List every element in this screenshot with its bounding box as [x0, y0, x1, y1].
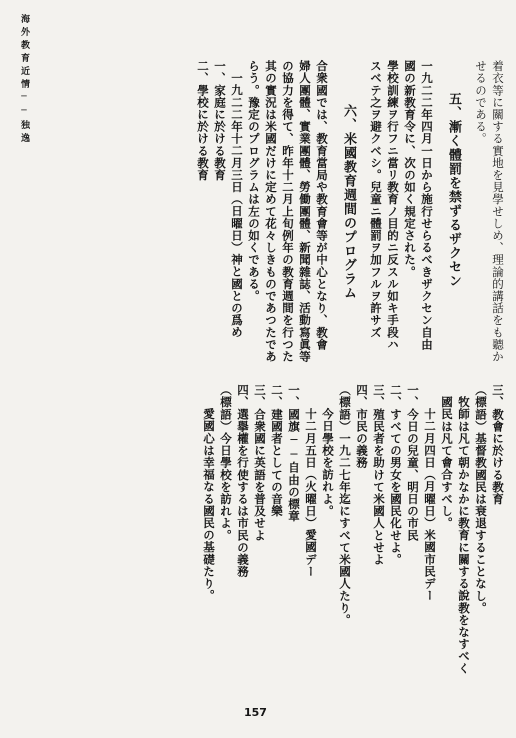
text-line: 合衆國では、教育當局や教育會等が中心となり、教會 [315, 60, 329, 351]
list-item: 二、建國者としての音樂 [270, 384, 284, 518]
section-heading: 六、米國教育週間のプログラム [341, 104, 356, 300]
list-item: 四、市民の義務 [355, 384, 369, 469]
text-line: 一九二二年四月一日から施行せらるべきザクセン自由 [420, 60, 434, 351]
list-item: 二、學校に於ける教育 [196, 60, 210, 181]
text-line: 其の實況は米國だけに定めて花々しきものであつたであ [264, 60, 278, 363]
text-line: せるのである。 [474, 60, 488, 145]
text-line: 牧師は凡て朝かなかに教育に關する說教をなすべく [457, 396, 471, 675]
list-item: 三、教會に於ける教育 [491, 384, 505, 505]
date-line: 十二月四日（月曜日）米國市民デー [423, 408, 437, 602]
list-item: 三、殖民者を助けて米國人とせよ [372, 384, 386, 566]
section-heading: 五、漸く體罰を禁ずるザクセン [446, 92, 461, 288]
slogan-line: （標語）一九二七年迄にすべて米國人たり。 [338, 384, 352, 626]
list-item: 一、國旗──自由の標章 [287, 384, 301, 523]
list-item: 一、家庭に於ける教育 [213, 60, 227, 181]
text-line: 着衣等に關する實地を見學せしめ、理論的講話をも聽か [491, 60, 505, 363]
text-line: 婦人團體、實業團體、勞働團體、新聞雜誌、活動寫眞等 [298, 60, 312, 363]
text-line: 國民は凡て會合すべし。 [440, 396, 454, 530]
slogan-line: （標語）今日學校を訪れよ。 [219, 384, 233, 542]
text-line: 國の新教育令に、次の如く規定された。 [403, 60, 417, 278]
text-line: の協力を得て、昨年十二月上旬例年の教育週間を行つた [281, 60, 295, 363]
text-line: らう。豫定のプログラムは左の如くである。 [247, 60, 261, 302]
list-item: 二、すべての男女を國民化せよ。 [389, 384, 403, 566]
page-number: 157 [244, 706, 267, 719]
date-line: 十二月五日（火曜日）愛國デー [304, 408, 318, 578]
text-line: 學校訓練ヲ行フニ當リ教育ノ目的ニ反スル如キ手段ハ [386, 60, 400, 351]
list-item: 一、今日の兒童、明日の市民 [406, 384, 420, 542]
slogan-line: 愛國心は幸福なる國民の基礎たり。 [202, 408, 216, 602]
list-item: 三、合衆國に英語を普及せよ [253, 384, 267, 542]
text-line: スベテ之ヲ避クベシ。兒童ニ體罰ヲ加フルヲ許サズ [369, 60, 383, 339]
text-line: 今日學校を訪れよ。 [321, 408, 335, 517]
text-line: 一九二二年十二月三日（日曜日）神と國との爲め [230, 72, 244, 339]
running-head: 海外教育近情──独逸 [19, 14, 29, 146]
list-item: 四、選擧權を行使するは市民の義務 [236, 384, 250, 578]
slogan-line: （標語）基督教國民は衰退することなし。 [474, 384, 488, 614]
